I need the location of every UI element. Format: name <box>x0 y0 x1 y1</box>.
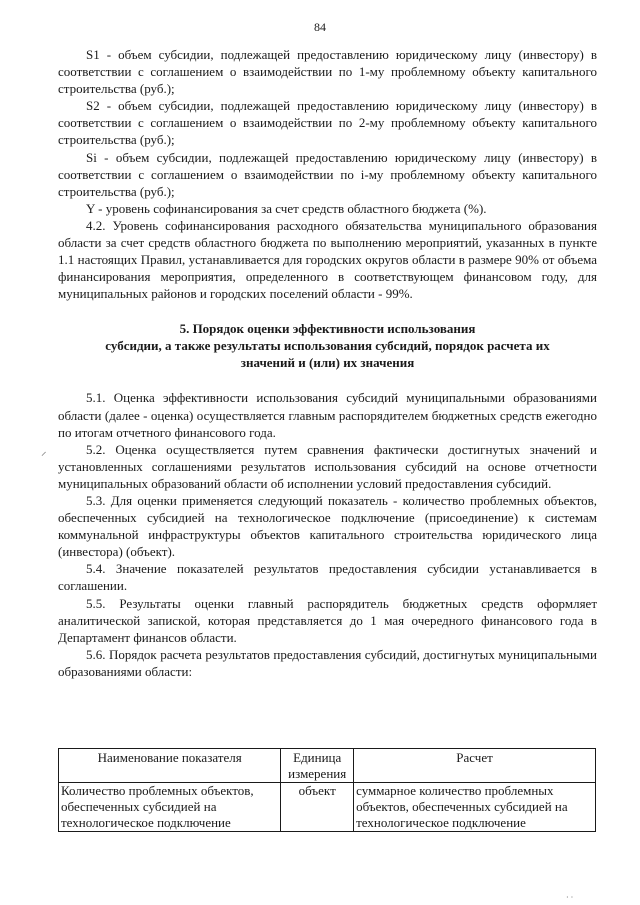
paragraph-5-6: 5.6. Порядок расчета результатов предоставления субсидий, достигнутых муниципальными образованиями области: <box>58 646 597 679</box>
header-calculation: Расчет <box>354 749 596 783</box>
paragraph-si: Si - объем субсидии, подлежащей предоставлению юридическому лицу (инвестору) в соответствии с соглашением о взаимодействии по i-му проблемному объекту капитального строительства (руб.); <box>58 149 597 199</box>
table-header-row <box>59 749 596 783</box>
section-heading <box>58 320 597 371</box>
paragraph-s2: S2 - объем субсидии, подлежащей предоставлению юридическому лицу (инвестору) в соответствии с соглашением о взаимодействии по 2-му проблемному объекту капитального строительства (руб.); <box>58 98 597 148</box>
document-body <box>58 46 597 680</box>
table-row <box>59 783 596 832</box>
margin-mark: ⸝ <box>41 446 47 458</box>
section-heading-line: 5. Порядок оценки эффективности использования <box>179 321 476 337</box>
paragraph-5-4: 5.4. Значение показателей результатов предоставления субсидии устанавливается в соглашении. <box>58 561 597 594</box>
paragraph-y: Y - уровень софинансирования за счет средств областного бюджета (%). <box>86 200 487 216</box>
section-heading-line: значений и (или) их значения <box>240 355 415 371</box>
paragraph-5-1: 5.1. Оценка эффективности использования субсидий муниципальными образованиями области (далее - оценка) осуществляется главным распорядителем бюджетных средств ежегодно по итогам отчетного финансового года. <box>58 390 597 440</box>
paragraph-5-5: 5.5. Результаты оценки главный распорядитель бюджетных средств оформляет аналитической запиской, которая представляется до 1 мая очередного финансового года в Департамент финансов области. <box>58 595 597 645</box>
paragraph-4-2: 4.2. Уровень софинансирования расходного обязательства муниципального образования области за счет средств областного бюджета по выполнению мероприятий, указанных в пункте 1.1 настоящих Правил, устанавливается для городских округов области в размере 90% от объема финансирования мероприятия, определенного в соответствующем финансовом году, для муниципальных районов и городских поселений области - 99%. <box>58 217 597 302</box>
cell-calculation: суммарное количество проблемных объектов, обеспеченных субсидией на технологическое подключение <box>354 783 596 832</box>
header-unit: Единица измерения <box>281 749 354 783</box>
results-table <box>58 748 596 832</box>
header-indicator-name: Наименование показателя <box>59 749 281 783</box>
section-heading-line: субсидии, а также результаты использования субсидий, порядок расчета их <box>105 338 550 354</box>
paragraph-s1: S1 - объем субсидии, подлежащей предоставлению юридическому лицу (инвестору) в соответствии с соглашением о взаимодействии по 1-му проблемному объекту капитального строительства (руб.); <box>58 47 597 97</box>
footer-mark: · · <box>566 893 574 902</box>
page-number: 84 <box>314 20 326 34</box>
cell-unit: объект <box>281 783 354 832</box>
paragraph-5-3: 5.3. Для оценки применяется следующий показатель - количество проблемных объектов, обеспеченных субсидией на технологическое подключение (присоединение) к системам коммунальной инфраструктуры объектов капитального строительства юридического лица (инвестора) (объект). <box>58 492 597 560</box>
cell-indicator-name: Количество проблемных объектов, обеспеченных субсидией на технологическое подключение <box>59 783 281 832</box>
paragraph-5-2: 5.2. Оценка осуществляется путем сравнения фактически достигнутых значений и установленных соглашениями результатов использования субсидий на основе отчетности муниципальных образований области об исполнении условий предоставления субсидий. <box>58 441 597 491</box>
